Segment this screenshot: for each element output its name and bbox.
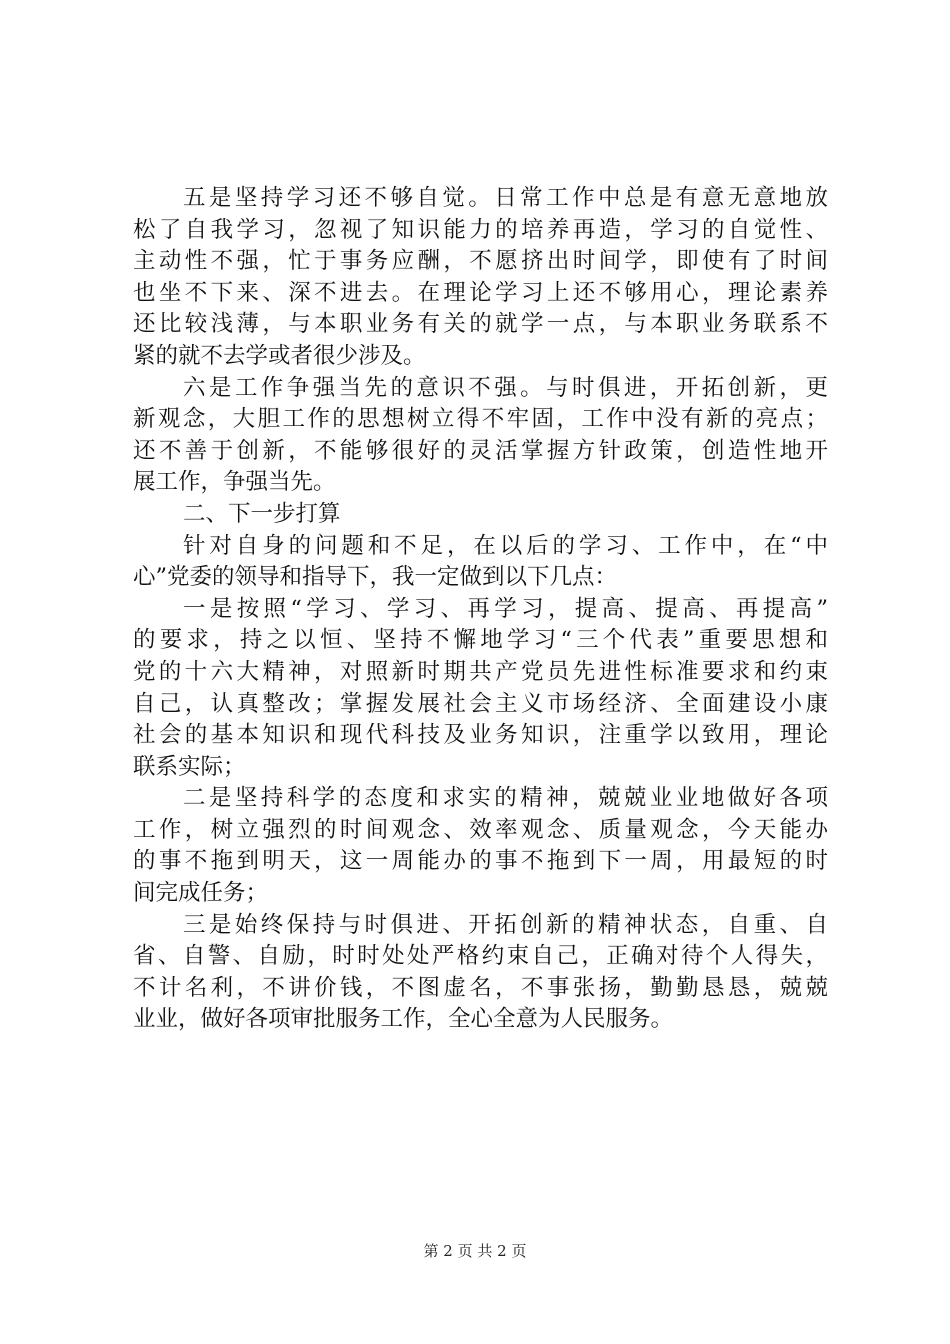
text-line: 工作，树立强烈的时间观念、效率观念、质量观念，今天能办 (133, 816, 828, 843)
text-line: 也坐不下来、深不进去。在理论学习上还不够用心，理论素养 (133, 279, 828, 306)
text-line: 自己，认真整改；掌握发展社会主义市场经济、全面建设小康 (133, 690, 828, 717)
text-line: 松了自我学习，忽视了知识能力的培养再造，学习的自觉性、 (133, 216, 828, 243)
text-line: 还不善于创新，不能够很好的灵活掌握方针政策，创造性地开 (133, 437, 828, 464)
text-line: 联系实际； (133, 753, 246, 780)
text-line: 间完成任务； (133, 880, 269, 907)
text-line: 不计名利，不讲价钱，不图虚名，不事张扬，勤勤恳恳，兢兢 (133, 974, 828, 1001)
text-line: 还比较浅薄，与本职业务有关的就学一点，与本职业务联系不 (133, 311, 828, 338)
text-line: 心”党委的领导和指导下，我一定做到以下几点： (133, 564, 618, 591)
paragraph-point-one (133, 594, 828, 784)
text-line: 紧的就不去学或者很少涉及。 (133, 342, 426, 369)
paragraph-self-study (133, 183, 828, 373)
paragraph-point-three (133, 910, 828, 1036)
text-line: 业业，做好各项审批服务工作，全心全意为人民服务。 (133, 1006, 674, 1033)
section-heading-next-steps (133, 499, 828, 531)
text-line: 主动性不强，忙于事务应酬，不愿挤出时间学，即使有了时间 (133, 248, 828, 275)
text-line: 三是始终保持与时俱进、开拓创新的精神状态，自重、自 (183, 911, 828, 938)
text-line: 展工作，争强当先。 (133, 469, 336, 496)
paragraph-initiative (133, 373, 828, 499)
text-line: 针对自身的问题和不足，在以后的学习、工作中，在“中 (183, 532, 828, 559)
document-body (133, 183, 828, 1036)
paragraph-point-two (133, 783, 828, 909)
text-line: 新观念，大胆工作的思想树立得不牢固，工作中没有新的亮点； (133, 406, 828, 433)
text-line: 一是按照“学习、学习、再学习，提高、提高、再提高” (183, 595, 828, 622)
text-line: 党的十六大精神，对照新时期共产党员先进性标准要求和约束 (133, 658, 828, 685)
text-line: 六是工作争强当先的意识不强。与时俱进，开拓创新，更 (183, 374, 828, 401)
paragraph-intro (133, 531, 828, 594)
text-line: 二是坚持科学的态度和求实的精神，兢兢业业地做好各项 (183, 785, 828, 812)
text-line: 社会的基本知识和现代科技及业务知识，注重学以致用，理论 (133, 722, 828, 749)
text-line: 省、自警、自励，时时处处严格约束自己，正确对待个人得失， (133, 943, 828, 970)
section-heading: 二、下一步打算 (183, 500, 341, 527)
text-line: 的要求，持之以恒、坚持不懈地学习“三个代表”重要思想和 (133, 627, 828, 654)
page-number-footer: 第 2 页 共 2 页 (423, 1242, 527, 1260)
text-line: 的事不拖到明天，这一周能办的事不拖到下一周，用最短的时 (133, 848, 828, 875)
text-line: 五是坚持学习还不够自觉。日常工作中总是有意无意地放 (183, 185, 828, 211)
